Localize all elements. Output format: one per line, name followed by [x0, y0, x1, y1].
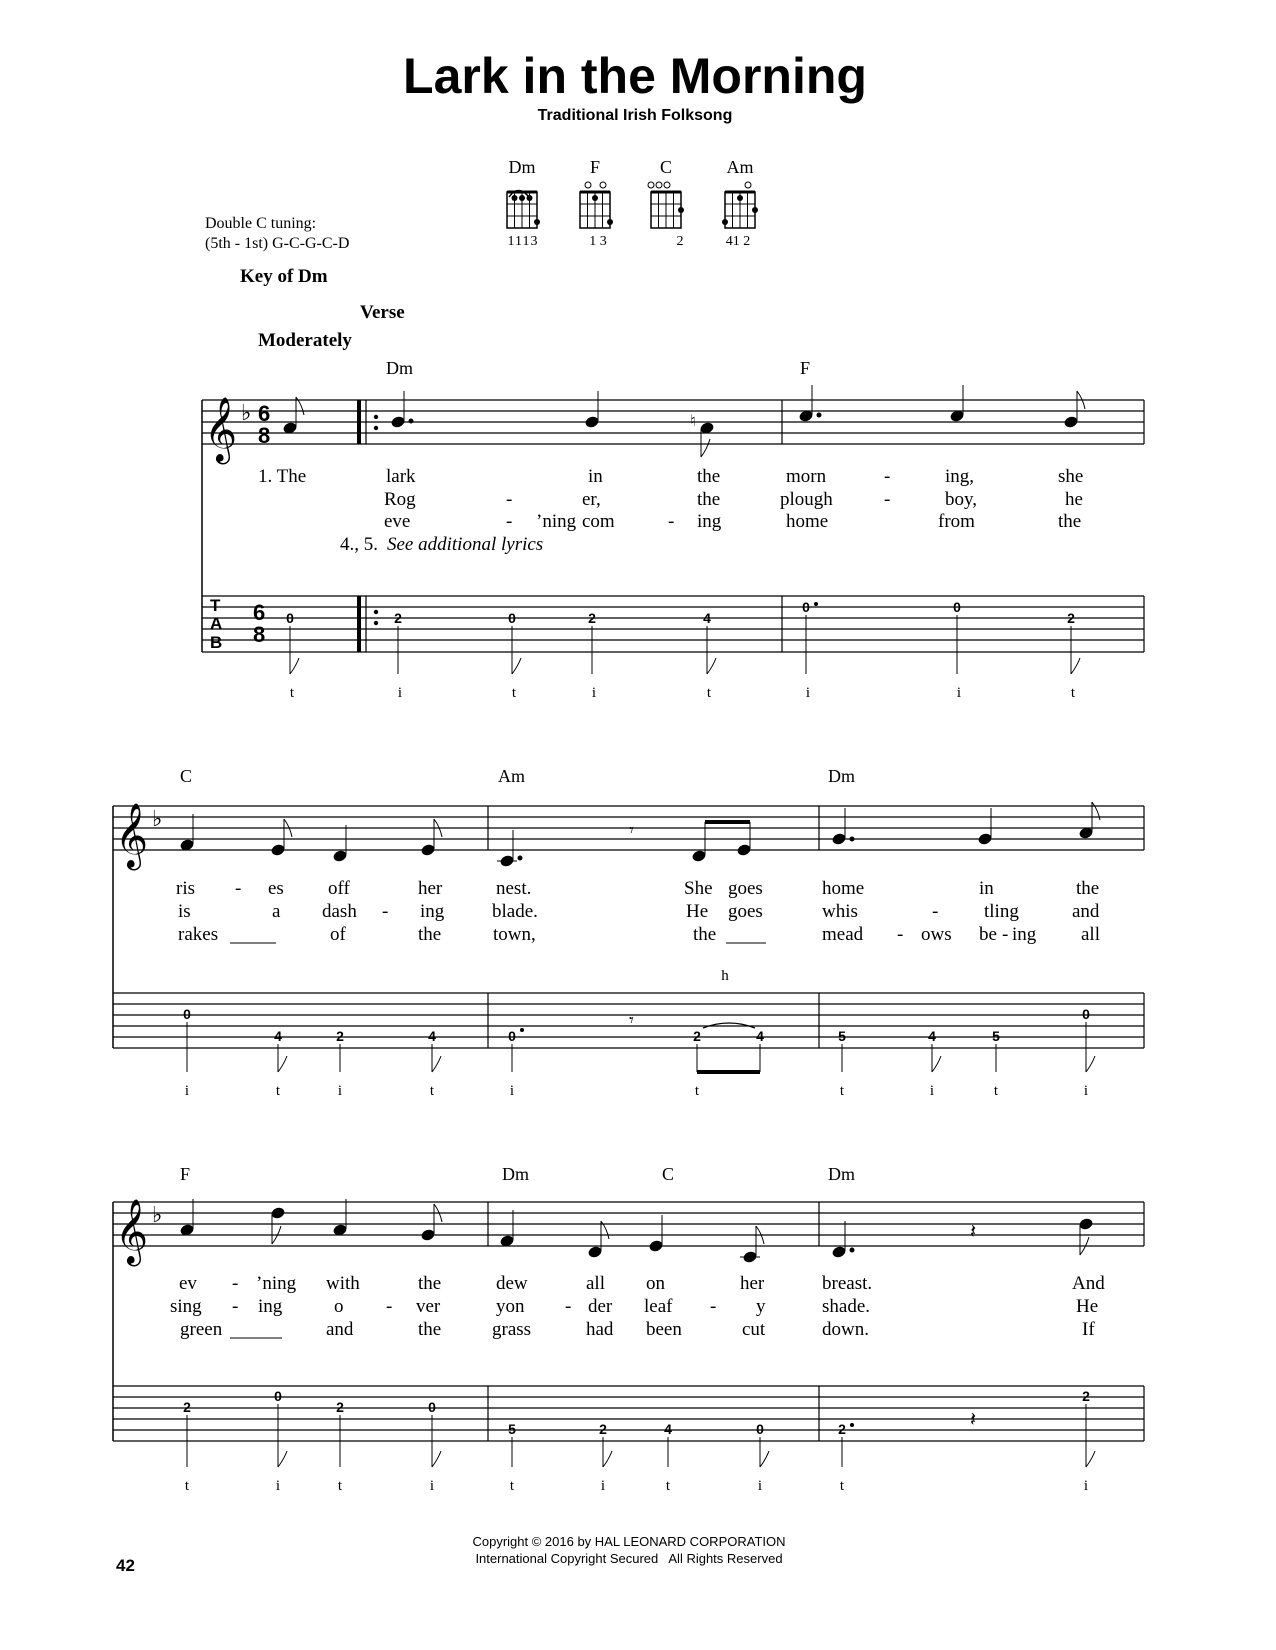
lyrics [258, 466, 1083, 555]
lyric-hyphen: - [1002, 924, 1009, 945]
tab-fret: 4 [428, 1028, 436, 1044]
pick-directions [185, 1083, 1088, 1099]
lyric-syllable: dew [496, 1273, 528, 1294]
lyric-syllable: blade. [492, 901, 538, 922]
chord-diagram-dm [507, 157, 540, 249]
lyric-syllable: eve [384, 511, 411, 532]
lyric-syllable: breast. [822, 1273, 873, 1294]
lyric-syllable: tling [984, 901, 1019, 922]
lyric-syllable: ris [176, 878, 195, 899]
time-signature-top: 6 [258, 401, 271, 426]
chord-diagram-fingering: 2 [676, 234, 684, 249]
lyric-syllable: the [1076, 878, 1100, 899]
lyric-syllable: ver [416, 1296, 441, 1317]
lyric-hyphen: - [232, 1296, 239, 1317]
lyric-syllable: ing [420, 901, 445, 922]
tab-numbers [183, 1006, 1090, 1044]
tab-fret: 2 [838, 1421, 846, 1437]
lyric-syllable: 1. The [258, 466, 307, 487]
pick-directions [185, 1478, 1088, 1494]
tab-fret: 5 [508, 1421, 516, 1437]
lyric-hyphen: - [382, 901, 389, 922]
flat-icon: ♭ [152, 807, 163, 832]
note-head [421, 1229, 435, 1242]
tab-fret: 0 [274, 1388, 282, 1404]
chord-diagram-am [722, 157, 758, 249]
lyric-syllable: all [1081, 924, 1100, 945]
tab-fret: 0 [508, 1028, 516, 1044]
lyric-syllable: leaf [644, 1296, 673, 1317]
repeat-dot [374, 621, 378, 625]
lyric-syllable: the [418, 1319, 442, 1340]
chord-symbol: Am [498, 766, 525, 786]
pick-direction: i [956, 685, 962, 701]
note-dot [814, 602, 818, 606]
tab-fret: 5 [992, 1028, 1000, 1044]
tab-stems [187, 1404, 1095, 1467]
lyric-syllable: of [330, 924, 346, 945]
pick-direction: t [665, 1478, 671, 1494]
note-head [950, 410, 964, 423]
key-label: Key of Dm [240, 266, 328, 287]
note-head [978, 833, 992, 846]
additional-lyrics-verses: 4., 5. [340, 534, 378, 555]
lyric-syllable: He [1076, 1296, 1099, 1317]
repeat-dot [374, 426, 378, 430]
lyric-syllable: home [786, 511, 829, 532]
note-head [1064, 416, 1078, 429]
lyric-syllable: der [588, 1296, 613, 1317]
lyric-syllable: es [268, 878, 284, 899]
hammer-on-label: h [721, 968, 729, 984]
lyric-syllable: ing, [945, 466, 975, 487]
note-head [391, 416, 405, 429]
pick-direction: i [1083, 1478, 1089, 1494]
song-title: Lark in the Morning [403, 48, 867, 104]
pick-direction: i [591, 685, 597, 701]
note-head [743, 1251, 757, 1264]
lyric-syllable: green [180, 1319, 223, 1340]
note-head [799, 410, 813, 423]
lyric-syllable: she [1058, 466, 1084, 487]
pick-direction: t [184, 1478, 190, 1494]
tab-fret: 2 [1082, 1388, 1090, 1404]
pick-direction: t [839, 1083, 845, 1099]
note-head [832, 833, 846, 846]
note-dot [850, 1248, 854, 1252]
note-head [585, 416, 599, 429]
lyric-syllable: He [686, 901, 709, 922]
lyric-syllable: ev [179, 1273, 197, 1294]
pick-direction: t [839, 1478, 845, 1494]
lyric-syllable: shade. [822, 1296, 871, 1317]
pick-direction: t [706, 685, 712, 701]
treble-clef-icon: 𝄞 [115, 1199, 149, 1264]
tab-stems [290, 615, 1080, 674]
chord-diagram-f [580, 157, 613, 249]
chord-diagram-fingering: 1113 [507, 234, 539, 249]
pick-direction: t [993, 1083, 999, 1099]
tab-fret: 4 [703, 610, 711, 626]
lyric-syllable: the [697, 466, 721, 487]
lyric-hyphen: - [710, 1296, 717, 1317]
treble-staff [113, 1202, 1144, 1441]
lyric-syllable: dash [322, 901, 357, 922]
tab-fret: 2 [1067, 610, 1075, 626]
tab-fret: 5 [838, 1028, 846, 1044]
pick-directions [290, 685, 1076, 701]
song-subtitle: Traditional Irish Folksong [537, 107, 733, 124]
lyric-syllable: ing [697, 511, 722, 532]
section-label: Verse [360, 302, 405, 323]
treble-clef-icon: 𝄞 [115, 803, 149, 868]
note-head [271, 1207, 285, 1220]
lyric-syllable: whis [822, 901, 858, 922]
copyright-line-1: Copyright © 2016 by HAL LEONARD CORPORATION [472, 1534, 786, 1549]
lyric-syllable: had [586, 1319, 614, 1340]
lyric-syllable: sing [170, 1296, 202, 1317]
note-head [271, 844, 285, 857]
tab-stems [187, 1022, 1095, 1072]
lyric-syllable: boy, [945, 489, 978, 510]
chord-symbol: Dm [828, 1164, 855, 1184]
pick-direction: t [694, 1083, 700, 1099]
lyric-syllable: the [693, 924, 717, 945]
tab-fret: 4 [928, 1028, 936, 1044]
tab-fret: 0 [286, 610, 294, 626]
note-head [283, 422, 297, 435]
page-number: 42 [116, 1556, 135, 1575]
treble-clef-icon: 𝄞 [204, 397, 238, 462]
note-dot [520, 1028, 524, 1032]
tab-letter-b: B [210, 633, 223, 652]
tab-fret: 2 [599, 1421, 607, 1437]
eighth-rest-icon: 𝄾 [629, 1010, 634, 1031]
lyric-syllable: all [586, 1273, 605, 1294]
lyric-syllable: nest. [496, 878, 532, 899]
lyric-syllable: er, [582, 489, 601, 510]
pick-direction: i [600, 1478, 606, 1494]
lyric-syllable: is [178, 901, 191, 922]
lyric-syllable: on [646, 1273, 665, 1294]
lyric-hyphen: - [897, 924, 904, 945]
lyrics [176, 878, 1100, 945]
chord-symbol: C [662, 1164, 675, 1184]
lyric-syllable: the [418, 1273, 442, 1294]
tab-fret: 0 [802, 599, 810, 615]
lyric-syllable: If [1082, 1319, 1095, 1340]
pick-direction: t [429, 1083, 435, 1099]
lyric-syllable: ing [258, 1296, 283, 1317]
quarter-rest-icon: 𝄽 [970, 1407, 977, 1431]
lyric-syllable: the [697, 489, 721, 510]
pick-direction: t [509, 1478, 515, 1494]
note-dot [850, 837, 854, 841]
lyric-syllable: y [756, 1296, 766, 1317]
tab-fret: 2 [693, 1028, 701, 1044]
tab-time-signature-bottom: 8 [253, 622, 266, 647]
tab-time-signature-top: 6 [253, 600, 266, 625]
lyric-syllable: been [646, 1319, 682, 1340]
note-head [700, 422, 714, 435]
lyric-syllable: ’ning [536, 511, 577, 532]
chord-diagram-c [648, 157, 684, 249]
tab-fret: 0 [183, 1006, 191, 1022]
lyric-syllable: Rog [384, 489, 416, 510]
lyric-syllable: from [938, 511, 975, 532]
chord-symbol: F [180, 1164, 191, 1184]
note-head [832, 1246, 846, 1259]
lyric-hyphen: - [884, 489, 891, 510]
quarter-rest-icon: 𝄽 [970, 1219, 977, 1243]
note-dot [518, 856, 522, 860]
tab-fret: 4 [274, 1028, 282, 1044]
lyric-syllable: ows [921, 924, 952, 945]
lyric-syllable: And [1072, 1273, 1105, 1294]
lyric-syllable: be [979, 924, 997, 945]
system-2 [113, 766, 1144, 1099]
pick-direction: i [184, 1083, 190, 1099]
lyric-syllable: ’ning [256, 1273, 297, 1294]
lyric-syllable: down. [822, 1319, 869, 1340]
note-head [333, 850, 347, 863]
pick-direction: t [1070, 685, 1076, 701]
lyric-hyphen: - [884, 466, 891, 487]
notes [180, 802, 1100, 867]
tab-fret: 2 [183, 1399, 191, 1415]
natural-icon: ♮ [690, 411, 696, 430]
tempo-label: Moderately [258, 330, 352, 351]
note-head [500, 1235, 514, 1248]
note-head [500, 855, 514, 868]
pick-direction: i [805, 685, 811, 701]
lyric-syllable: plough [780, 489, 833, 510]
note-head [737, 844, 751, 857]
tab-fret: 2 [394, 610, 402, 626]
chord-diagram-fingering: 1 3 [589, 234, 607, 249]
chord-diagram-name: Dm [508, 157, 536, 177]
notes [180, 1199, 1093, 1263]
lyric-syllable: home [822, 878, 865, 899]
repeat-dot [374, 610, 378, 614]
tab-fret: 2 [336, 1028, 344, 1044]
lyric-syllable: goes [728, 901, 763, 922]
time-signature-bottom: 8 [258, 423, 271, 448]
pick-direction: i [509, 1083, 515, 1099]
lyric-syllable: lark [386, 466, 416, 487]
lyric-syllable: the [1058, 511, 1082, 532]
tab-fret: 2 [588, 610, 596, 626]
tab-fret: 0 [953, 599, 961, 615]
note-head [180, 839, 194, 852]
lyric-hyphen: - [506, 511, 513, 532]
pick-direction: i [1083, 1083, 1089, 1099]
lyric-syllable: mead [822, 924, 864, 945]
tab-letter-a: A [210, 614, 223, 633]
pick-direction: t [275, 1083, 281, 1099]
eighth-rest-icon: 𝄾 [629, 820, 634, 841]
lyric-syllable: off [328, 878, 350, 899]
note-head [588, 1246, 602, 1259]
pick-direction: i [929, 1083, 935, 1099]
lyric-syllable: in [588, 466, 603, 487]
chord-symbol: F [800, 358, 811, 378]
lyric-syllable: her [418, 878, 443, 899]
lyric-syllable: in [979, 878, 994, 899]
lyric-syllable: morn [786, 466, 827, 487]
lyric-syllable: goes [728, 878, 763, 899]
tab-fret: 4 [756, 1028, 764, 1044]
note-head [180, 1224, 194, 1237]
lyric-syllable: and [326, 1319, 354, 1340]
tab-fret: 0 [428, 1399, 436, 1415]
lyric-syllable: ing [1012, 924, 1037, 945]
notes [283, 385, 1085, 457]
pick-direction: i [337, 1083, 343, 1099]
tuning-line-2: (5th - 1st) G-C-G-C-D [205, 235, 350, 252]
note-head [692, 850, 706, 863]
lyric-syllable: rakes [178, 924, 219, 945]
system-1 [202, 358, 1144, 701]
lyric-hyphen: - [386, 1296, 393, 1317]
pick-direction: t [337, 1478, 343, 1494]
note-dot [850, 1423, 854, 1427]
tab-fret: 0 [756, 1421, 764, 1437]
note-head [1079, 1218, 1093, 1231]
tab-fret: 4 [664, 1421, 672, 1437]
chord-symbol: C [180, 766, 193, 786]
lyric-syllable: She [684, 878, 713, 899]
repeat-dot [374, 415, 378, 419]
lyric-hyphen: - [565, 1296, 572, 1317]
lyric-hyphen: - [506, 489, 513, 510]
chord-symbol: Dm [386, 358, 413, 378]
tab-fret: 0 [1082, 1006, 1090, 1022]
lyric-syllable: o [334, 1296, 344, 1317]
pick-direction: i [429, 1478, 435, 1494]
pick-direction: i [397, 685, 403, 701]
chord-symbol: Dm [828, 766, 855, 786]
lyric-syllable: with [326, 1273, 360, 1294]
tab-fret: 0 [508, 610, 516, 626]
chord-diagram-name: C [659, 157, 673, 177]
lyric-syllable: yon [496, 1296, 525, 1317]
note-head [421, 844, 435, 857]
lyric-hyphen: - [932, 901, 939, 922]
note-flag [701, 439, 710, 457]
lyric-syllable: com [582, 511, 615, 532]
system-3 [113, 1164, 1144, 1494]
tuning-line-1: Double C tuning: [205, 215, 317, 232]
lyric-syllable: town, [493, 924, 536, 945]
lyric-syllable: cut [742, 1319, 766, 1340]
pick-direction: t [289, 685, 295, 701]
lyric-syllable: and [1072, 901, 1100, 922]
note-dot [409, 419, 413, 423]
tab-fret: 2 [336, 1399, 344, 1415]
note-head [1079, 827, 1093, 840]
lyrics [170, 1273, 1105, 1340]
pick-direction: i [757, 1478, 763, 1494]
note-dot [817, 413, 821, 417]
lyric-syllable: her [740, 1273, 765, 1294]
lyric-hyphen: - [668, 511, 675, 532]
chord-diagram-fingering: 41 2 [725, 234, 751, 249]
tab-staff [113, 1386, 1144, 1441]
lyric-hyphen: - [232, 1273, 239, 1294]
flat-icon: ♭ [152, 1203, 163, 1228]
chord-symbol: Dm [502, 1164, 529, 1184]
lyric-syllable: he [1065, 489, 1083, 510]
pick-direction: t [511, 685, 517, 701]
lyric-syllable: the [418, 924, 442, 945]
note-head [333, 1224, 347, 1237]
lyric-syllable: grass [492, 1319, 532, 1340]
tab-staff [202, 596, 1144, 652]
tab-letter-t: T [210, 596, 221, 615]
flat-icon: ♭ [241, 401, 252, 426]
additional-lyrics-note: See additional lyrics [387, 534, 544, 555]
lyric-syllable: a [272, 901, 281, 922]
pick-direction: i [275, 1478, 281, 1494]
chord-diagram-name: F [589, 157, 601, 177]
chord-diagram-name: Am [726, 157, 754, 177]
lyric-hyphen: - [235, 878, 242, 899]
copyright-line-2: International Copyright Secured All Rights Reserved [475, 1551, 783, 1566]
note-head [649, 1240, 663, 1253]
